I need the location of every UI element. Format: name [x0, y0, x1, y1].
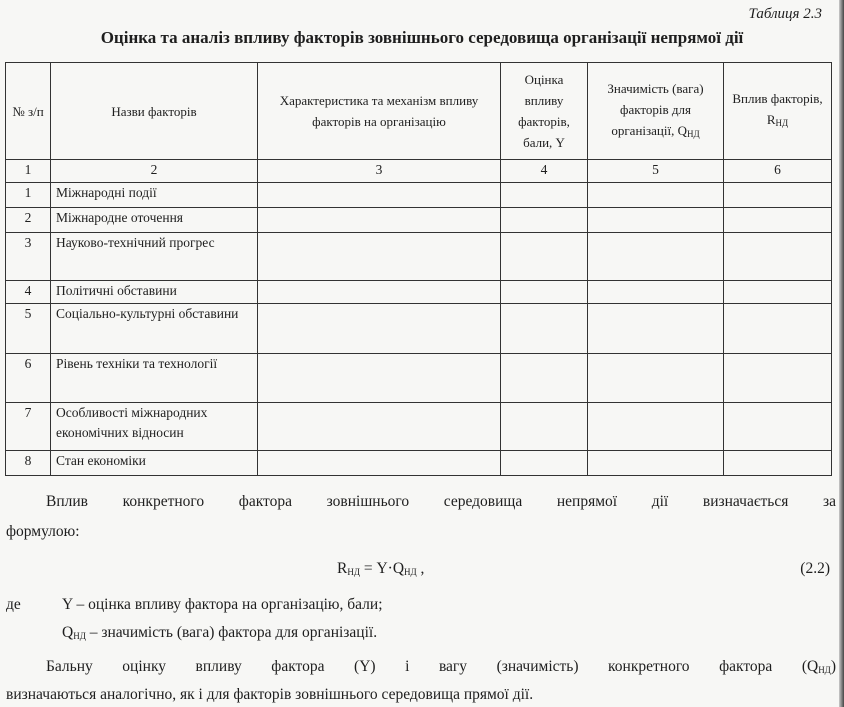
- effect-cell: [724, 403, 832, 451]
- formula-mid: = Y·Q: [359, 560, 405, 577]
- table-number: Таблиця 2.3: [748, 6, 822, 22]
- table-row: [6, 304, 832, 354]
- factor-name: Стан економіки: [51, 451, 258, 476]
- characteristic-cell: [258, 354, 501, 403]
- weight-cell: [588, 183, 724, 208]
- formula-tail: ,: [416, 560, 425, 577]
- row-number: 4: [6, 281, 51, 304]
- where-q: [62, 624, 377, 642]
- formula-lhs: R: [337, 560, 348, 577]
- effect-cell: [724, 183, 832, 208]
- header-row: [6, 63, 832, 160]
- score-cell: [501, 304, 588, 354]
- score-cell: [501, 233, 588, 281]
- factor-name: Міжнародне оточення: [51, 208, 258, 233]
- paragraph-2-line-1: [46, 658, 836, 676]
- table-row: [6, 233, 832, 281]
- row-number: 2: [6, 208, 51, 233]
- header-weight-sub: НД: [687, 128, 700, 139]
- table-row: [6, 403, 832, 451]
- col-num: 5: [588, 160, 724, 183]
- header-effect: [724, 63, 832, 160]
- score-cell: [501, 451, 588, 476]
- paragraph-1-line-1: Вплив конкретного фактора зовнішнього середовища непрямої дії визначається за: [46, 493, 836, 510]
- factors-table: [5, 62, 832, 476]
- header-weight-text: Значимість (вага) факторів для організації, Q: [607, 80, 704, 138]
- table-row: [6, 451, 832, 476]
- paragraph-1-line-2: формулою:: [6, 523, 80, 540]
- effect-cell: [724, 233, 832, 281]
- header-characteristic: Характеристика та механізм впливу факторів на організацію: [258, 63, 501, 160]
- row-number: 7: [6, 403, 51, 451]
- row-number: 3: [6, 233, 51, 281]
- header-effect-text: Вплив факторів, R: [732, 91, 823, 127]
- row-number: 8: [6, 451, 51, 476]
- weight-cell: [588, 354, 724, 403]
- score-cell: [501, 354, 588, 403]
- effect-cell: [724, 281, 832, 304]
- factor-name: Рівень техніки та технології: [51, 354, 258, 403]
- characteristic-cell: [258, 183, 501, 208]
- scan-edge: [839, 0, 844, 707]
- weight-cell: [588, 281, 724, 304]
- col-num: 3: [258, 160, 501, 183]
- header-score: Оцінка впливу факторів, бали, Y: [501, 63, 588, 160]
- characteristic-cell: [258, 208, 501, 233]
- col-num: 6: [724, 160, 832, 183]
- formula-sub: НД: [404, 567, 417, 577]
- effect-cell: [724, 451, 832, 476]
- effect-cell: [724, 354, 832, 403]
- table-title: Оцінка та аналіз впливу факторів зовнішнього середовища організації непрямої дії: [100, 28, 744, 47]
- row-number: 1: [6, 183, 51, 208]
- score-cell: [501, 281, 588, 304]
- col-num: 2: [51, 160, 258, 183]
- col-num: 1: [6, 160, 51, 183]
- paragraph-2-line-2: визначаються аналогічно, як і для факторів зовнішнього середовища прямої дії.: [6, 686, 534, 703]
- factor-name: Міжнародні події: [51, 183, 258, 208]
- table-row: [6, 354, 832, 403]
- formula-sub: НД: [347, 567, 360, 577]
- effect-cell: [724, 208, 832, 233]
- header-name: Назви факторів: [51, 63, 258, 160]
- header-no: № з/п: [6, 63, 51, 160]
- para2-text: Бальну оцінку впливу фактора (Y) і вагу (значимість) конкретного фактора (Q: [46, 658, 819, 675]
- characteristic-cell: [258, 403, 501, 451]
- where-q-sub: НД: [73, 631, 86, 641]
- column-number-row: [6, 160, 832, 183]
- formula-number: (2.2): [800, 560, 830, 577]
- para2-end: ): [830, 658, 836, 675]
- factor-name: Науково-технічний прогрес: [51, 233, 258, 281]
- weight-cell: [588, 304, 724, 354]
- table-row: [6, 208, 832, 233]
- weight-cell: [588, 403, 724, 451]
- score-cell: [501, 183, 588, 208]
- where-label: де: [6, 596, 21, 613]
- where-y: Y – оцінка впливу фактора на організацію, бали;: [62, 596, 383, 613]
- header-weight: [588, 63, 724, 160]
- table-row: [6, 281, 832, 304]
- row-number: 6: [6, 354, 51, 403]
- effect-cell: [724, 304, 832, 354]
- table-row: [6, 183, 832, 208]
- weight-cell: [588, 451, 724, 476]
- factor-name: Політичні обставини: [51, 281, 258, 304]
- formula: [337, 560, 424, 578]
- para2-sub: НД: [818, 665, 831, 675]
- factor-name: Соціально-культурні обставини: [51, 304, 258, 354]
- score-cell: [501, 208, 588, 233]
- characteristic-cell: [258, 451, 501, 476]
- where-q-text: – значимість (вага) фактора для організації.: [85, 624, 378, 641]
- col-num: 4: [501, 160, 588, 183]
- factor-name: Особливості міжнародних економічних відносин: [51, 403, 258, 451]
- weight-cell: [588, 233, 724, 281]
- weight-cell: [588, 208, 724, 233]
- characteristic-cell: [258, 233, 501, 281]
- header-effect-sub: НД: [775, 118, 789, 128]
- characteristic-cell: [258, 281, 501, 304]
- score-cell: [501, 403, 588, 451]
- row-number: 5: [6, 304, 51, 354]
- where-q-sym: Q: [62, 624, 74, 641]
- characteristic-cell: [258, 304, 501, 354]
